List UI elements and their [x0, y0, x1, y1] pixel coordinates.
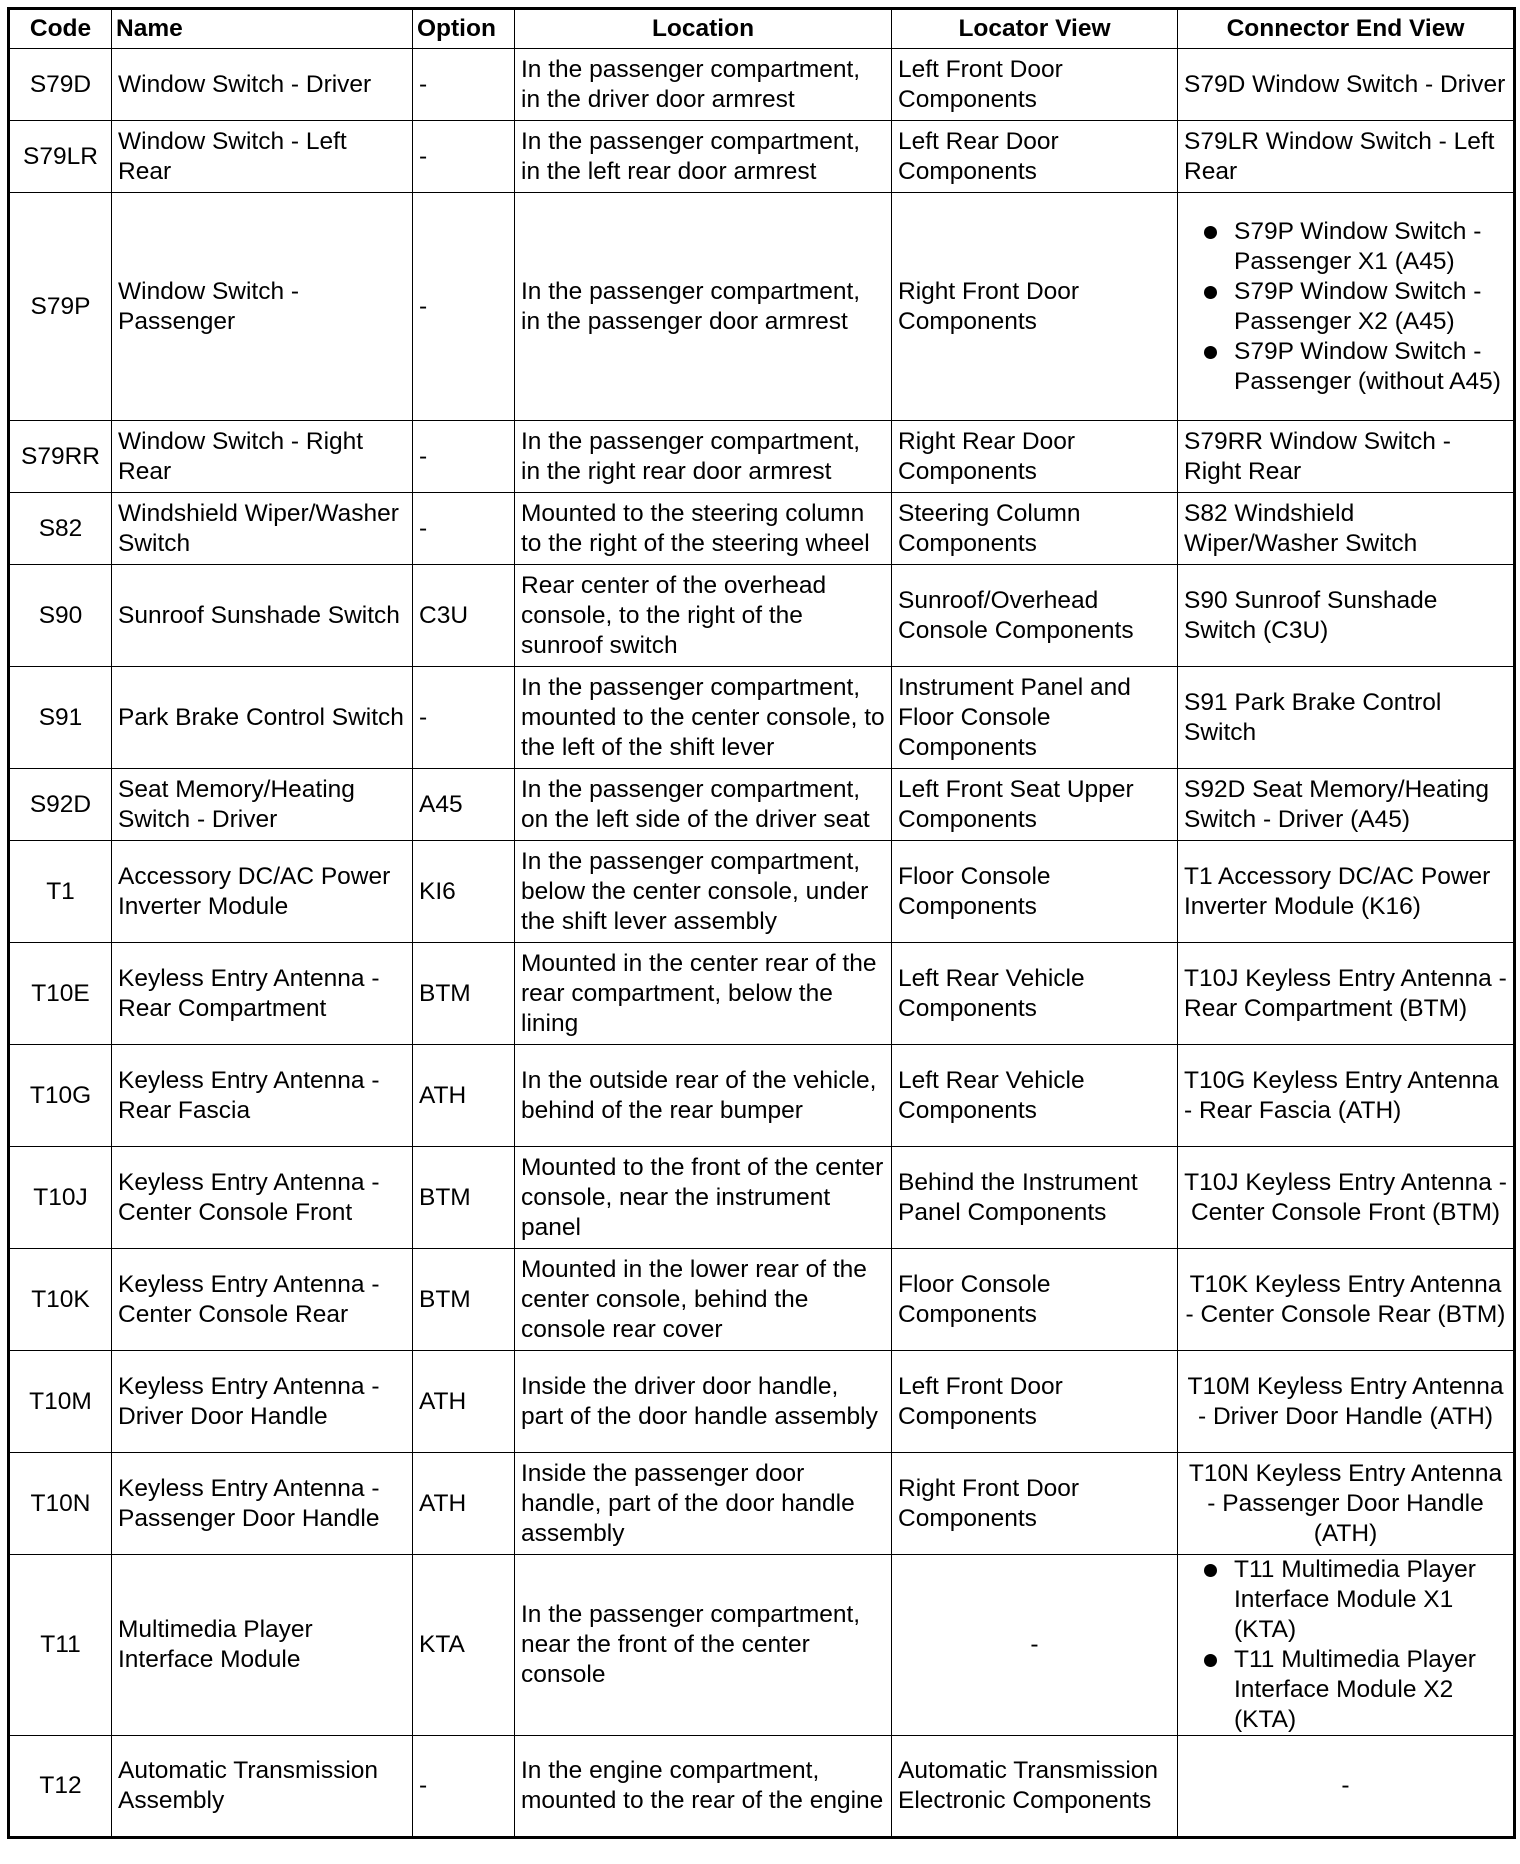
- cell-connector-end-view: T1 Accessory DC/AC Power Inverter Module (K16): [1178, 841, 1515, 943]
- cell-name: Park Brake Control Switch: [112, 667, 413, 769]
- cell-locator-view: Floor Console Components: [892, 841, 1178, 943]
- cell-location: Rear center of the overhead console, to the right of the sunroof switch: [515, 565, 892, 667]
- cell-locator-view: Floor Console Components: [892, 1249, 1178, 1351]
- cell-connector-end-view: T10K Keyless Entry Antenna - Center Console Rear (BTM): [1178, 1249, 1515, 1351]
- cell-location: In the passenger compartment, below the center console, under the shift lever assembly: [515, 841, 892, 943]
- cell-option: -: [413, 493, 515, 565]
- col-header-location: Location: [515, 9, 892, 49]
- cell-code: T10J: [9, 1147, 112, 1249]
- cell-connector-end-view: S79D Window Switch - Driver: [1178, 49, 1515, 121]
- cell-connector-end-view: [1178, 193, 1515, 421]
- cell-connector-end-view: S82 Windshield Wiper/Washer Switch: [1178, 493, 1515, 565]
- cell-code: T10N: [9, 1453, 112, 1555]
- cell-location: In the passenger compartment, mounted to the center console, to the left of the shift lever: [515, 667, 892, 769]
- table-row: [9, 841, 1515, 943]
- table-row: [9, 421, 1515, 493]
- cell-locator-view: Right Rear Door Components: [892, 421, 1178, 493]
- cell-locator-view: Right Front Door Components: [892, 193, 1178, 421]
- table-row: [9, 1736, 1515, 1838]
- cell-location: In the passenger compartment, in the driver door armrest: [515, 49, 892, 121]
- cell-locator-view: Automatic Transmission Electronic Components: [892, 1736, 1178, 1838]
- cell-option: ATH: [413, 1045, 515, 1147]
- cell-code: T10K: [9, 1249, 112, 1351]
- table-row: [9, 943, 1515, 1045]
- cell-location: Inside the driver door handle, part of the door handle assembly: [515, 1351, 892, 1453]
- cell-connector-end-view: T10N Keyless Entry Antenna - Passenger Door Handle (ATH): [1178, 1453, 1515, 1555]
- connector-list-item: S79P Window Switch - Passenger X1 (A45): [1234, 217, 1507, 277]
- table-row: [9, 493, 1515, 565]
- connector-list: [1184, 217, 1507, 397]
- cell-code: S79LR: [9, 121, 112, 193]
- table-row: [9, 121, 1515, 193]
- table-row: [9, 1555, 1515, 1736]
- header-row: [9, 9, 1515, 49]
- cell-location: In the passenger compartment, in the right rear door armrest: [515, 421, 892, 493]
- cell-locator-view: Steering Column Components: [892, 493, 1178, 565]
- cell-connector-end-view: -: [1178, 1736, 1515, 1838]
- cell-location: Mounted to the front of the center console, near the instrument panel: [515, 1147, 892, 1249]
- table-row: [9, 1147, 1515, 1249]
- cell-code: S79RR: [9, 421, 112, 493]
- cell-connector-end-view: T10G Keyless Entry Antenna - Rear Fascia (ATH): [1178, 1045, 1515, 1147]
- cell-locator-view: Left Front Door Components: [892, 1351, 1178, 1453]
- cell-locator-view: Right Front Door Components: [892, 1453, 1178, 1555]
- connector-list: [1184, 1555, 1507, 1735]
- cell-option: A45: [413, 769, 515, 841]
- cell-code: T11: [9, 1555, 112, 1736]
- cell-option: BTM: [413, 1249, 515, 1351]
- cell-locator-view: Behind the Instrument Panel Components: [892, 1147, 1178, 1249]
- cell-name: Keyless Entry Antenna - Rear Compartment: [112, 943, 413, 1045]
- cell-option: -: [413, 49, 515, 121]
- cell-locator-view: Left Rear Vehicle Components: [892, 943, 1178, 1045]
- connector-list-item: T11 Multimedia Player Interface Module X2 (KTA): [1234, 1645, 1507, 1735]
- cell-code: S82: [9, 493, 112, 565]
- cell-name: Keyless Entry Antenna - Center Console Rear: [112, 1249, 413, 1351]
- cell-location: In the outside rear of the vehicle, behind of the rear bumper: [515, 1045, 892, 1147]
- cell-option: BTM: [413, 1147, 515, 1249]
- cell-location: In the passenger compartment, in the passenger door armrest: [515, 193, 892, 421]
- cell-connector-end-view: S92D Seat Memory/Heating Switch - Driver (A45): [1178, 769, 1515, 841]
- table-row: [9, 565, 1515, 667]
- cell-name: Keyless Entry Antenna - Rear Fascia: [112, 1045, 413, 1147]
- cell-name: Windshield Wiper/Washer Switch: [112, 493, 413, 565]
- cell-location: In the passenger compartment, near the front of the center console: [515, 1555, 892, 1736]
- cell-name: Accessory DC/AC Power Inverter Module: [112, 841, 413, 943]
- cell-code: S91: [9, 667, 112, 769]
- cell-name: Automatic Transmission Assembly: [112, 1736, 413, 1838]
- cell-name: Keyless Entry Antenna - Passenger Door Handle: [112, 1453, 413, 1555]
- cell-connector-end-view: S90 Sunroof Sunshade Switch (C3U): [1178, 565, 1515, 667]
- cell-connector-end-view: S79RR Window Switch - Right Rear: [1178, 421, 1515, 493]
- table-row: [9, 1453, 1515, 1555]
- cell-name: Sunroof Sunshade Switch: [112, 565, 413, 667]
- cell-option: -: [413, 667, 515, 769]
- table-row: [9, 193, 1515, 421]
- cell-option: KTA: [413, 1555, 515, 1736]
- table-row: [9, 49, 1515, 121]
- cell-code: S79D: [9, 49, 112, 121]
- cell-code: S79P: [9, 193, 112, 421]
- cell-option: BTM: [413, 943, 515, 1045]
- connector-list-item: S79P Window Switch - Passenger (without A45): [1234, 337, 1507, 397]
- cell-option: -: [413, 1736, 515, 1838]
- cell-name: Window Switch - Left Rear: [112, 121, 413, 193]
- component-table: [7, 7, 1516, 1839]
- cell-connector-end-view: [1178, 1555, 1515, 1736]
- col-header-name: Name: [112, 9, 413, 49]
- table-row: [9, 667, 1515, 769]
- cell-connector-end-view: S91 Park Brake Control Switch: [1178, 667, 1515, 769]
- cell-name: Window Switch - Passenger: [112, 193, 413, 421]
- cell-name: Keyless Entry Antenna - Center Console Front: [112, 1147, 413, 1249]
- cell-locator-view: Left Rear Door Components: [892, 121, 1178, 193]
- cell-location: Inside the passenger door handle, part of the door handle assembly: [515, 1453, 892, 1555]
- cell-name: Multimedia Player Interface Module: [112, 1555, 413, 1736]
- col-header-code: Code: [9, 9, 112, 49]
- col-header-option: Option: [413, 9, 515, 49]
- col-header-locator-view: Locator View: [892, 9, 1178, 49]
- cell-code: S92D: [9, 769, 112, 841]
- cell-locator-view: -: [892, 1555, 1178, 1736]
- cell-name: Window Switch - Right Rear: [112, 421, 413, 493]
- cell-locator-view: Left Front Seat Upper Components: [892, 769, 1178, 841]
- cell-option: KI6: [413, 841, 515, 943]
- cell-locator-view: Left Front Door Components: [892, 49, 1178, 121]
- table-row: [9, 1351, 1515, 1453]
- cell-locator-view: Left Rear Vehicle Components: [892, 1045, 1178, 1147]
- cell-option: ATH: [413, 1453, 515, 1555]
- connector-list-item: S79P Window Switch - Passenger X2 (A45): [1234, 277, 1507, 337]
- cell-location: In the passenger compartment, in the left rear door armrest: [515, 121, 892, 193]
- cell-code: T10E: [9, 943, 112, 1045]
- cell-location: Mounted to the steering column to the right of the steering wheel: [515, 493, 892, 565]
- cell-option: -: [413, 421, 515, 493]
- cell-option: ATH: [413, 1351, 515, 1453]
- cell-code: S90: [9, 565, 112, 667]
- cell-code: T1: [9, 841, 112, 943]
- cell-location: In the engine compartment, mounted to the rear of the engine: [515, 1736, 892, 1838]
- cell-connector-end-view: S79LR Window Switch - Left Rear: [1178, 121, 1515, 193]
- table-row: [9, 1045, 1515, 1147]
- cell-option: C3U: [413, 565, 515, 667]
- cell-option: -: [413, 193, 515, 421]
- cell-code: T12: [9, 1736, 112, 1838]
- cell-name: Seat Memory/Heating Switch - Driver: [112, 769, 413, 841]
- cell-code: T10G: [9, 1045, 112, 1147]
- cell-code: T10M: [9, 1351, 112, 1453]
- connector-list-item: T11 Multimedia Player Interface Module X1 (KTA): [1234, 1555, 1507, 1645]
- cell-option: -: [413, 121, 515, 193]
- col-header-connector-end-view: Connector End View: [1178, 9, 1515, 49]
- cell-location: Mounted in the lower rear of the center console, behind the console rear cover: [515, 1249, 892, 1351]
- cell-location: Mounted in the center rear of the rear compartment, below the lining: [515, 943, 892, 1045]
- cell-locator-view: Sunroof/Overhead Console Components: [892, 565, 1178, 667]
- cell-name: Window Switch - Driver: [112, 49, 413, 121]
- cell-name: Keyless Entry Antenna - Driver Door Handle: [112, 1351, 413, 1453]
- cell-location: In the passenger compartment, on the left side of the driver seat: [515, 769, 892, 841]
- cell-connector-end-view: T10M Keyless Entry Antenna - Driver Door Handle (ATH): [1178, 1351, 1515, 1453]
- cell-connector-end-view: T10J Keyless Entry Antenna - Rear Compartment (BTM): [1178, 943, 1515, 1045]
- table-body: [9, 49, 1515, 1838]
- table-row: [9, 1249, 1515, 1351]
- cell-locator-view: Instrument Panel and Floor Console Components: [892, 667, 1178, 769]
- table-row: [9, 769, 1515, 841]
- cell-connector-end-view: T10J Keyless Entry Antenna - Center Console Front (BTM): [1178, 1147, 1515, 1249]
